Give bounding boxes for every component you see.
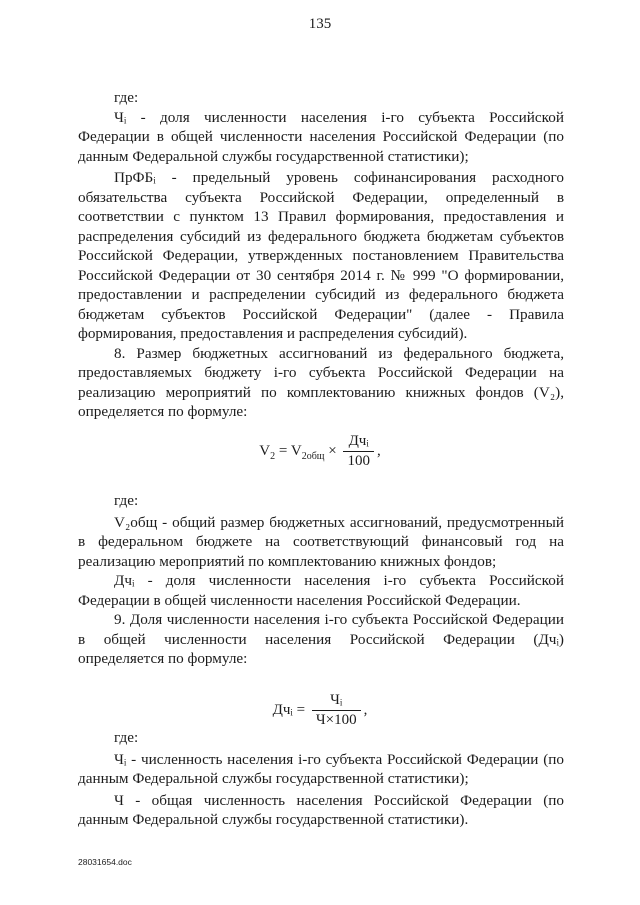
formula-v2-times: ×: [328, 442, 337, 459]
text-block-bottom: [78, 728, 564, 830]
formula-dchi-fraction: [312, 692, 361, 729]
formula-v2-lhs-sub: 2: [270, 450, 276, 462]
formula-v2-fraction: [343, 433, 374, 470]
formula-v2-total: V: [290, 442, 302, 459]
definition-ch-total: Ч - общая численность населения Российской Федерации (по данным Федеральной службы государственной статистики).: [78, 791, 564, 828]
formula-v2: [0, 433, 640, 470]
where-label: где:: [114, 729, 139, 746]
paragraph-8: 8. Размер бюджетных ассигнований из федерального бюджета, предоставляемых бюджету i-го субъекта Российской Федерации на реализацию мероприятий по комплектованию книжных фондов (V₂), определяется по формуле:: [78, 344, 564, 420]
formula-dchi-comma: ,: [363, 701, 368, 718]
paragraph-9: 9. Доля численности населения i-го субъекта Российской Федерации в общей численности населения Российской Федерации (Дчᵢ) определяется по формуле:: [78, 611, 564, 667]
page-number: 135: [308, 16, 332, 32]
formula-dchi-equals: =: [296, 701, 306, 718]
formula-dchi: [0, 692, 640, 729]
definition-v2-total: V₂общ - общий размер бюджетных ассигнований, предусмотренный в федеральном бюджете на соответствующий финансовый год на реализацию мероприятий по комплектованию книжных фондов;: [78, 513, 564, 570]
definition-chi-population: Чᵢ - численность населения i-го субъекта Российской Федерации (по данным Федеральной службы государственной статистики);: [78, 750, 564, 787]
text-block-top: [78, 88, 564, 422]
definition-dchi: Дчᵢ - доля численности населения i-го субъекта Российской Федерации в общей численности населения Российской Федерации.: [78, 572, 564, 609]
text-block-middle: [78, 491, 564, 669]
formula-v2-equals: =: [278, 442, 288, 459]
where-label: где:: [114, 492, 139, 509]
where-label: где:: [114, 89, 139, 106]
formula-v2-total-sub: 2общ: [301, 450, 325, 462]
definition-chi: Чᵢ - доля численности населения i-го субъекта Российской Федерации в общей численности населения Российской Федерации (по данным Федеральной службы государственной статистики);: [78, 108, 564, 165]
formula-dchi-numerator: Чᵢ: [312, 692, 361, 711]
formula-v2-denominator: 100: [347, 453, 370, 469]
file-name-footer: 28031654.doc: [78, 857, 132, 867]
formula-dchi-denominator: Ч×100: [315, 712, 357, 728]
formula-v2-numerator: Дчᵢ: [343, 433, 374, 452]
formula-dchi-lhs: Дчᵢ: [272, 701, 293, 718]
definition-prfb: ПрФБᵢ - предельный уровень софинансирования расходного обязательства субъекта Российской Федерации, определенный в соответствии с пунктом 13 Правил формирования, предоставления и распределения субсидий из федерального бюджета бюджетам субъектов Российской Федерации, утвержденных постановлением Правительства Российской Федерации от 30 сентября 2014 г. № 999 "О формировании, предоставлении и распределении субсидий из федерального бюджета бюджетам субъектов Российской Федерации" (далее - Правила формирования, предоставления и распределения субсидий).: [78, 169, 564, 342]
formula-v2-lhs: V: [259, 442, 271, 459]
formula-v2-comma: ,: [376, 442, 381, 459]
